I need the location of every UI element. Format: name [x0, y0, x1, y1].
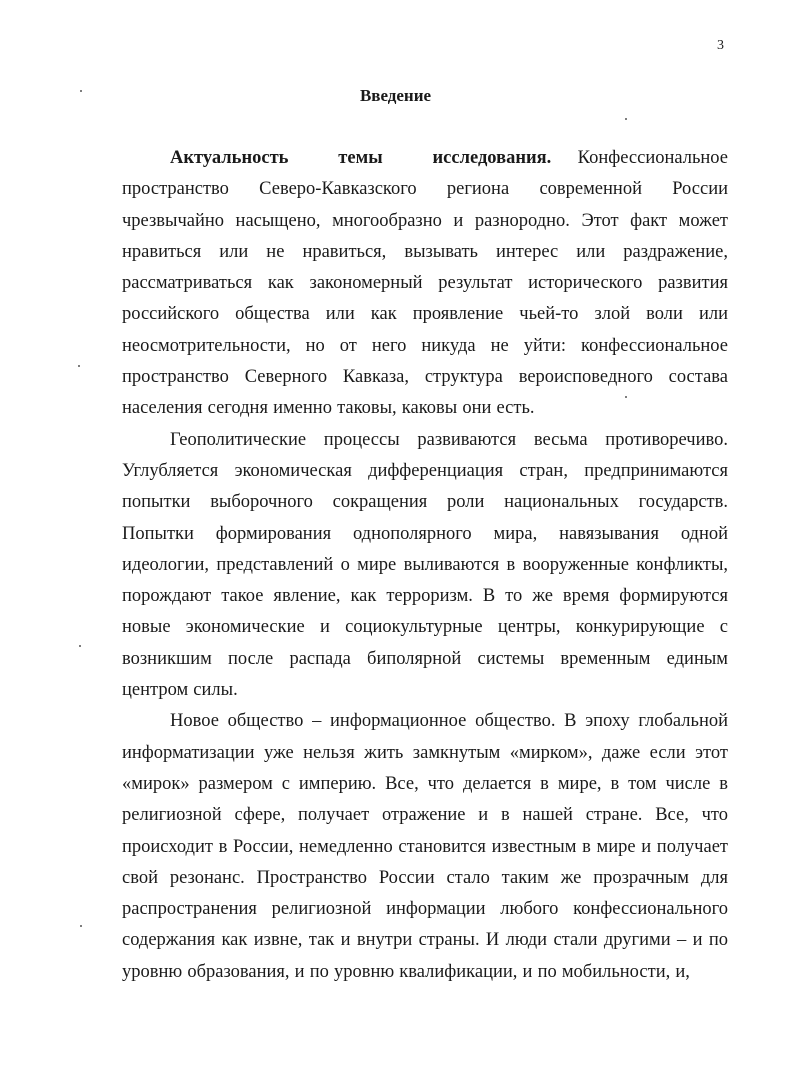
page-title: Введение	[359, 86, 432, 105]
page-number: 3	[717, 38, 724, 53]
scan-speck	[78, 365, 80, 367]
scan-speck	[80, 925, 82, 927]
scan-speck	[625, 118, 627, 120]
paragraph-geopolitics: Геополитические процессы развиваются весьма противоречиво. Углубляется экономическая дифференциация стран, предпринимаются попытки выборочного сокращения роли национальных государств. Попытки формирования однополярного мира, навязывания одной идеологии, представлений о мире выливаются в вооруженные конфликты, порождают такое явление, как терроризм. В то же время формируются новые экономические и социокультурные центры, конкурирующие с возникшим после распада биполярной системы временным единым центром силы.	[122, 429, 728, 701]
paragraph-information-society: Новое общество – информационное общество. В эпоху глобальной информатизации уже нельзя жить замкнутым «мирком», даже если этот «мирок» размером с империю. Все, что делается в мире, в том числе в религиозной сфере, получает отражение и в нашей стране. Все, что происходит в России, немедленно становится известным в мире и получает свой резонанс. Пространство России стало таким же прозрачным для распространения религиозной информации любого конфессионального содержания как извне, так и внутри страны. И люди стали другими – и по уровню образования, и по уровню квалификации, и по мобильности, и,	[122, 711, 728, 982]
scan-speck	[625, 396, 627, 398]
paragraph-lead: Актуальность темы исследования.	[170, 148, 552, 168]
scan-speck	[80, 90, 82, 92]
paragraph-relevance	[122, 143, 728, 425]
document-body	[122, 143, 728, 988]
paragraph-text: Конфессиональное пространство Северо-Кавказского региона современной России чрезвычайно насыщено, многообразно и разнородно. Этот факт может нравиться или не нравиться, вызывать интерес или раздражение, рассматриваться как закономерный результат исторического развития российского общества или как проявление чьей-то злой воли или неосмотрительности, но от него никуда не уйти: конфессиональное пространство Северного Кавказа, структура вероисповедного состава населения сегодня именно таковы, каковы они есть.	[122, 148, 728, 419]
scan-speck	[79, 645, 81, 647]
